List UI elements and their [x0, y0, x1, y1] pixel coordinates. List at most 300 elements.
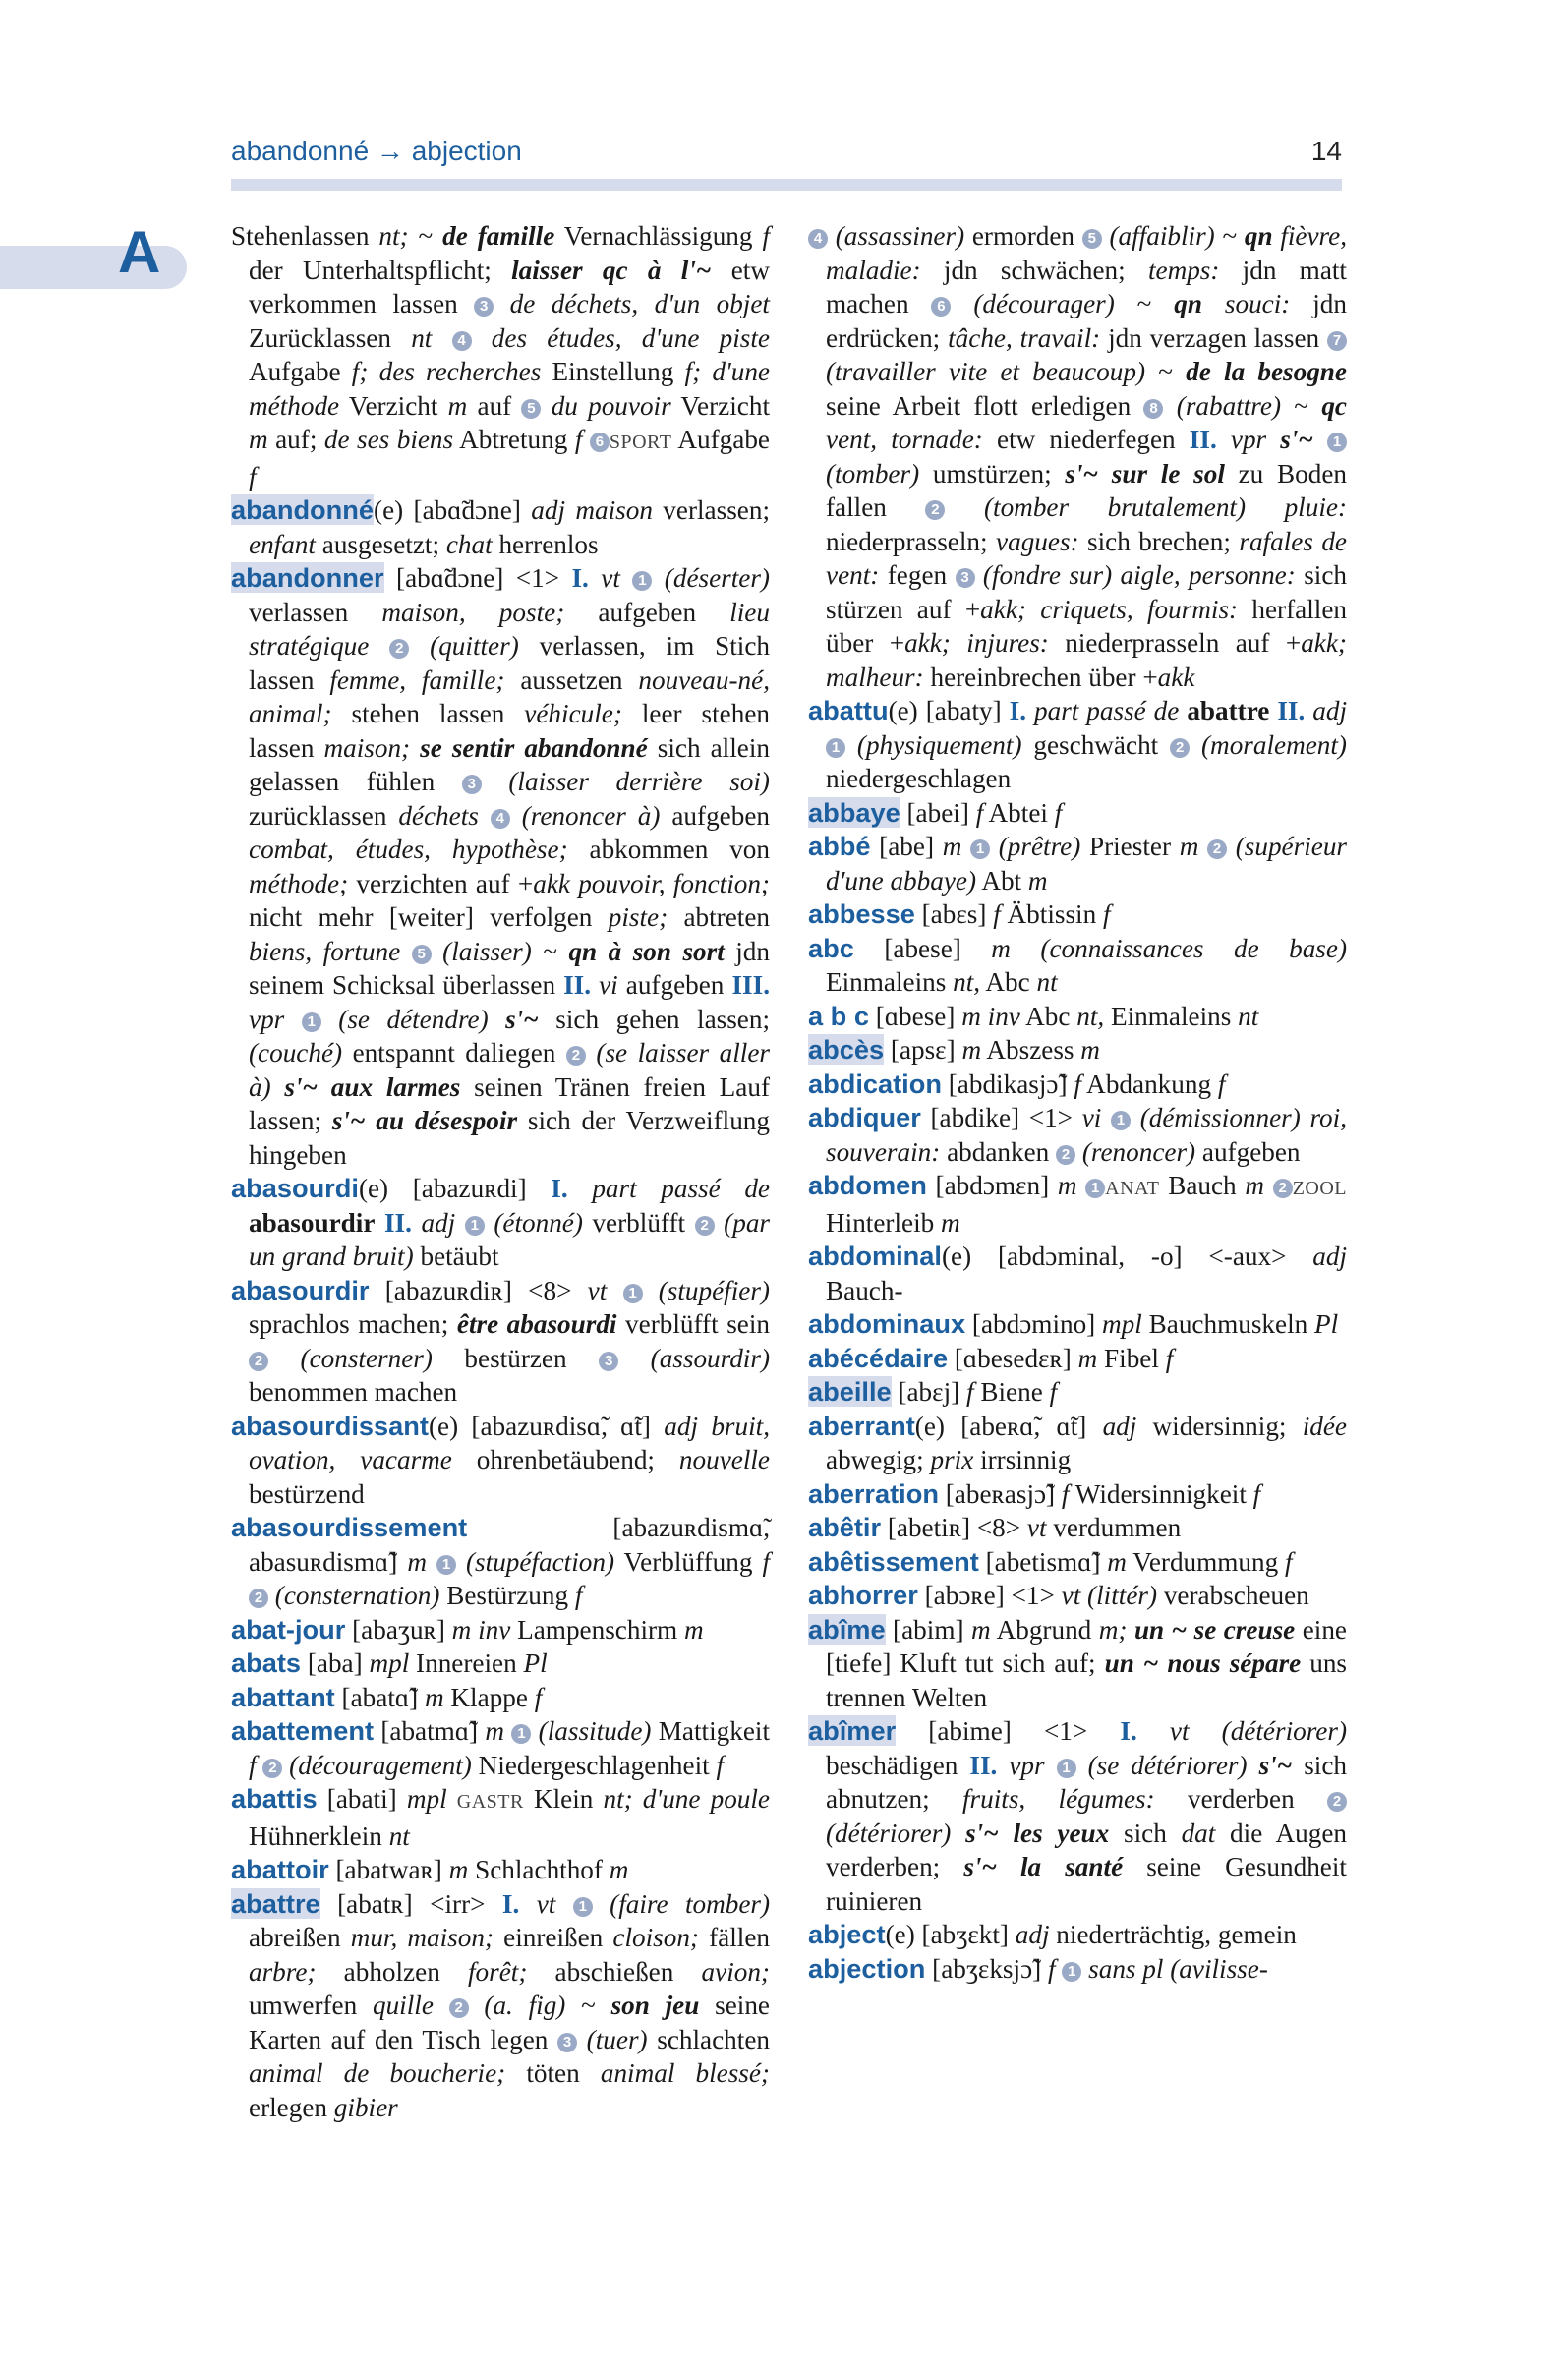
entry-text: seinen Tränen freien Lauf lassen; — [249, 1071, 771, 1135]
italic-text: (moralement) — [1190, 729, 1347, 760]
entry-text: Abdankung — [1080, 1069, 1218, 1099]
dictionary-entry — [231, 1274, 770, 1410]
entry-text: töten — [505, 2058, 601, 2088]
headword: abattis — [231, 1783, 318, 1814]
dictionary-entry — [231, 1410, 770, 1512]
italic-text: combat, études, hypothèse; — [249, 835, 568, 864]
italic-text: m — [684, 1614, 704, 1645]
italic-text: f — [1074, 1069, 1081, 1099]
roman-numeral: II. — [1277, 696, 1306, 725]
dictionary-entry — [808, 1952, 1347, 1987]
headword: abats — [231, 1647, 302, 1678]
entry-text: Fibel — [1097, 1343, 1166, 1373]
sense-number-badge: 7 — [1327, 331, 1347, 351]
italic-text: mpl — [406, 1784, 447, 1814]
entry-text: verabscheuen — [1157, 1581, 1309, 1610]
entry-text — [369, 631, 389, 661]
italic-text: (tuer) — [577, 2024, 648, 2054]
italic-text: mpl — [369, 1648, 410, 1678]
italic-text: nt, — [953, 967, 981, 997]
entry-text: Abtretung — [453, 425, 575, 454]
entry-text — [951, 1819, 965, 1848]
entry-text: etw niederfegen — [982, 425, 1190, 454]
italic-text: akk pouvoir, fonction; — [533, 868, 770, 898]
sense-number-badge: 6 — [590, 433, 610, 452]
entry-text: abtreten — [668, 902, 770, 932]
example-phrase: s'~ — [1280, 425, 1313, 454]
headword: abdominal — [808, 1241, 942, 1271]
entry-text: seine Gesundheit ruinieren — [826, 1852, 1347, 1916]
italic-text: f — [762, 221, 770, 251]
dictionary-entry — [808, 1307, 1347, 1342]
italic-text: m — [447, 390, 468, 421]
entry-text: abkommen von — [567, 835, 770, 864]
italic-text: f — [1165, 1343, 1174, 1373]
italic-text: f — [762, 1546, 770, 1577]
entry-text: [abatwaʀ] — [328, 1855, 449, 1884]
entry-text — [434, 1991, 449, 2020]
entry-text: Aufgabe — [249, 357, 352, 386]
entry-text: verlassen — [249, 597, 382, 627]
roman-numeral: II. — [1189, 425, 1217, 454]
italic-text: nt, — [1076, 1001, 1105, 1031]
entry-text: Abt — [976, 865, 1028, 896]
entry-text: verlassen, im Stich lassen — [249, 631, 771, 695]
italic-text: forêt; — [467, 1956, 528, 1987]
entry-text — [1266, 425, 1280, 454]
entry-text — [1127, 1615, 1133, 1645]
entry-text: verderben — [1154, 1784, 1327, 1814]
entry-text: verblüfft — [582, 1207, 695, 1238]
headword: abject — [808, 1919, 886, 1949]
entry-text: Biene — [973, 1377, 1050, 1407]
italic-text: (consterner) — [268, 1343, 433, 1373]
italic-text: adj maison — [531, 495, 653, 525]
example-phrase: de famille — [442, 221, 555, 251]
entry-text: abreißen — [249, 1923, 351, 1952]
entry-text — [607, 1276, 622, 1305]
italic-text: vi — [1081, 1103, 1102, 1132]
italic-text: m — [961, 1035, 982, 1065]
italic-text: (assourdir) — [618, 1343, 770, 1373]
entry-text — [620, 563, 632, 593]
entry-text: beschädigen — [826, 1750, 970, 1780]
italic-text: m — [942, 832, 962, 861]
entry-text: Aufgabe — [671, 425, 770, 454]
entry-text: etw verkommen lassen — [249, 255, 770, 318]
sense-number-badge: 1 — [1057, 1759, 1076, 1778]
example-phrase: s'~ la santé — [963, 1852, 1124, 1881]
italic-text: vagues: — [996, 526, 1079, 556]
entry-text: [abɛs] — [914, 899, 994, 929]
dictionary-entry — [808, 1613, 1347, 1715]
bold-text: abasourdir — [249, 1207, 376, 1238]
italic-text: adj bruit, ovation, vacarme — [249, 1411, 770, 1474]
entry-text: Verdummung — [1126, 1546, 1286, 1577]
headword: abattoir — [231, 1854, 329, 1884]
entry-text: Innereien — [409, 1648, 524, 1678]
italic-text: vt — [536, 1888, 556, 1919]
example-phrase: son jeu — [610, 1991, 700, 2020]
italic-text: (couché) — [249, 1038, 343, 1068]
entry-text: herfallen über + — [826, 594, 1348, 658]
italic-text: nt — [1238, 1001, 1259, 1031]
italic-text: vt (littér) — [1061, 1581, 1158, 1610]
roman-numeral: II. — [383, 1207, 412, 1238]
entry-text: verblüfft sein — [616, 1309, 771, 1339]
left-column — [231, 219, 770, 2124]
headword: abdiquer — [808, 1102, 921, 1132]
sense-number-badge: 5 — [1082, 229, 1102, 249]
dictionary-entry — [808, 1918, 1347, 1952]
example-phrase: s'~ — [505, 1004, 539, 1034]
headword: abbé — [808, 831, 871, 861]
entry-text: niedergeschlagen — [826, 764, 1012, 793]
entry-text: Mattigkeit — [651, 1716, 771, 1746]
sense-number-badge: 2 — [925, 500, 945, 520]
italic-text: méthode; — [249, 868, 349, 898]
sense-number-badge: 4 — [452, 331, 472, 351]
entry-text: (e) [abɑ̃dɔne] — [374, 495, 532, 525]
italic-text: (se laisser aller à) — [249, 1038, 770, 1102]
dictionary-entry — [808, 1410, 1347, 1477]
entry-text: (e) [abdɔminal, -o] <-aux> — [941, 1242, 1313, 1271]
example-phrase: s'~ au désespoir — [331, 1106, 518, 1135]
italic-text: quille — [372, 1991, 434, 2020]
italic-text: (a. fig) — [468, 1991, 566, 2020]
dictionary-entry — [808, 1511, 1347, 1545]
italic-text: m — [1245, 1171, 1264, 1200]
sense-number-badge: 1 — [1111, 1111, 1131, 1130]
italic-text: adj — [421, 1207, 456, 1238]
headword: abdomen — [808, 1170, 927, 1200]
entry-text: aufgeben — [564, 597, 730, 627]
italic-text: m inv — [451, 1614, 511, 1645]
italic-text: m — [448, 1855, 469, 1884]
entry-text: sich — [1109, 1818, 1182, 1848]
sense-number-badge: 2 — [1170, 738, 1190, 758]
sense-number-badge: 5 — [521, 399, 541, 419]
entry-text — [271, 1072, 285, 1102]
entry-text: fegen — [879, 560, 956, 590]
entry-text: Hühnerklein — [249, 1820, 389, 1851]
dictionary-entry — [231, 1681, 770, 1715]
entry-text: (e) [abʒɛkt] — [885, 1920, 1016, 1949]
entry-text: Verblüffung — [614, 1546, 763, 1577]
dictionary-entry — [808, 1477, 1347, 1512]
italic-text: f — [716, 1750, 725, 1780]
entry-text — [400, 937, 411, 966]
entry-text: niederprasseln; — [826, 526, 997, 556]
italic-text: m — [424, 1682, 444, 1712]
entry-text: abdanken — [940, 1136, 1057, 1167]
headword: abcès — [808, 1034, 885, 1065]
entry-text: sich stürzen auf + — [826, 560, 1348, 624]
headword: abattant — [231, 1681, 335, 1712]
entry-text: Bestürzung — [439, 1581, 575, 1610]
example-phrase: se sentir abandonné — [420, 732, 648, 763]
italic-text: f — [574, 1581, 583, 1610]
italic-text: véhicule; — [524, 699, 622, 728]
entry-text: [abʒɛksjɔ̃] — [925, 1953, 1048, 1984]
domain-label: ANAT — [1105, 1178, 1160, 1199]
entry-text — [1264, 1171, 1273, 1200]
entry-text: [abe] — [870, 832, 943, 861]
italic-text: m — [1027, 865, 1048, 896]
italic-text: (supérieur d'une abbaye) — [826, 832, 1348, 896]
italic-text: arbre; — [249, 1956, 317, 1987]
entry-text: niederprasseln auf + — [1048, 628, 1302, 658]
italic-text: (prêtre) — [990, 832, 1081, 861]
entry-text: schlachten — [647, 2024, 770, 2054]
roman-numeral: I. — [1120, 1716, 1137, 1746]
entry-text: [abazuʀdiʀ] <8> — [369, 1275, 588, 1305]
entry-text: betäubt — [413, 1242, 499, 1271]
entry-text: [abeʀasjɔ̃] — [938, 1478, 1062, 1509]
sense-number-badge: 2 — [249, 1589, 268, 1608]
dictionary-entry — [808, 1000, 1347, 1034]
italic-text: vt — [587, 1275, 608, 1305]
entry-text: stehen lassen — [331, 699, 525, 728]
dictionary-entry — [231, 1647, 770, 1681]
entry-text: sich gehen lassen; — [538, 1004, 771, 1034]
entry-text: [abdɔmino] — [965, 1309, 1103, 1339]
entry-text: niederträchtig, gemein — [1049, 1920, 1297, 1949]
domain-label: ZOOL — [1292, 1178, 1348, 1199]
headword: abattre — [231, 1887, 320, 1919]
dictionary-entry — [808, 1033, 1347, 1068]
dictionary-entry — [808, 1375, 1347, 1410]
italic-text: avion; — [701, 1956, 770, 1987]
sense-number-badge: 2 — [1056, 1145, 1075, 1165]
entry-text: Abtei — [983, 797, 1055, 828]
italic-text: m (connaissances de base) — [991, 933, 1348, 963]
entry-text: jdn verzagen lassen — [1100, 322, 1327, 353]
entry-text — [1026, 696, 1034, 725]
entry-text: [abatʀ] <irr> — [319, 1888, 502, 1919]
entry-text: ~ — [565, 1991, 611, 2020]
headword: abasourdir — [231, 1274, 370, 1305]
italic-text: gibier — [333, 2092, 398, 2122]
example-phrase: un ~ nous sépare — [1104, 1648, 1302, 1678]
italic-text: (physiquement) — [845, 729, 1022, 760]
example-phrase: de la besogne — [1186, 357, 1347, 386]
italic-text: (faire tomber) — [592, 1888, 771, 1919]
right-column — [808, 219, 1347, 1986]
italic-text: f — [249, 461, 257, 491]
dictionary-entry — [808, 830, 1347, 897]
entry-text: abholzen — [316, 1956, 468, 1987]
sense-number-badge: 1 — [1327, 433, 1347, 452]
headword: a b c — [808, 1000, 869, 1031]
entry-text — [589, 563, 601, 593]
entry-text: sich allein gelassen fühlen — [249, 732, 771, 796]
example-phrase: qn — [1174, 289, 1202, 318]
dictionary-entry — [231, 493, 770, 561]
entry-text: Niedergeschlagenheit — [471, 1750, 717, 1780]
sense-number-badge: 2 — [262, 1759, 282, 1778]
italic-text: (renoncer) — [1075, 1136, 1196, 1167]
domain-label: GASTR — [456, 1791, 524, 1813]
domain-label: SPORT — [609, 432, 672, 453]
sense-number-badge: 1 — [436, 1555, 456, 1575]
entry-text: eine [tiefe] Kluft tut sich auf; — [826, 1614, 1347, 1678]
entry-text: verlassen; — [652, 495, 771, 525]
italic-text: f — [1217, 1069, 1226, 1099]
entry-text — [1101, 1103, 1111, 1132]
italic-text: vpr — [1009, 1750, 1045, 1780]
entry-text: [abazuʀdismɑ̃, abasuʀdismɑ̃] — [249, 1513, 770, 1577]
example-phrase: qn à son sort — [568, 936, 725, 966]
headword: abandonner — [231, 562, 384, 593]
italic-text: déchets — [398, 800, 479, 831]
italic-text: (renoncer à) — [509, 800, 661, 831]
italic-text: m — [407, 1546, 427, 1577]
headword: abattu — [808, 695, 889, 725]
dictionary-entry — [808, 1342, 1347, 1376]
headword: abîme — [808, 1613, 886, 1645]
headword: abc — [808, 932, 854, 963]
italic-text: m — [1107, 1546, 1127, 1577]
headword: abasourdissant — [231, 1410, 429, 1441]
sense-number-badge: 2 — [449, 1998, 469, 2018]
italic-text: f — [1047, 1953, 1056, 1984]
entry-text: erlegen — [249, 2092, 334, 2122]
dictionary-entry — [808, 1545, 1347, 1580]
italic-text: m — [1057, 1171, 1077, 1200]
entry-text — [257, 1751, 263, 1780]
italic-text: sans pl (avilisse- — [1081, 1953, 1268, 1984]
entry-text: Klein — [523, 1784, 604, 1814]
italic-text: (travailler vite et beaucoup) — [826, 357, 1145, 386]
dictionary-entry — [231, 1714, 770, 1782]
entry-text: [abatmɑ̃] — [374, 1716, 486, 1746]
italic-text: (consternation) — [268, 1581, 440, 1610]
entry-text — [568, 1174, 593, 1203]
sense-number-badge: 1 — [826, 738, 845, 758]
dictionary-entry — [231, 1613, 770, 1647]
italic-text: (se détendre) — [320, 1004, 489, 1034]
dictionary-entry — [231, 1782, 770, 1853]
entry-text: Abc — [980, 967, 1037, 997]
example-phrase: qc — [1321, 390, 1347, 421]
italic-text: m; — [1098, 1614, 1128, 1645]
sense-number-badge: 4 — [491, 809, 510, 829]
entry-text: [abdikasjɔ̃] — [941, 1069, 1074, 1099]
italic-text: (stupéfier) — [642, 1275, 770, 1305]
dictionary-entry — [808, 1714, 1347, 1918]
entry-text: [abɛj] — [891, 1377, 966, 1407]
entry-text: [abati] — [317, 1784, 407, 1814]
italic-text: nt — [388, 1820, 410, 1851]
entry-text: bestürzend — [249, 1478, 365, 1509]
dictionary-entry — [808, 1101, 1347, 1169]
example-phrase: laisser qc à l'~ — [511, 255, 712, 285]
italic-text: m — [971, 1614, 991, 1645]
italic-text: f — [1252, 1478, 1261, 1509]
sense-number-badge: 1 — [632, 571, 652, 591]
italic-text: adj — [1015, 1920, 1050, 1949]
entry-text: ~ — [1145, 357, 1187, 386]
entry-text: ~ — [1281, 390, 1322, 421]
entry-text — [555, 1889, 572, 1919]
entry-text — [582, 425, 589, 454]
headword: abîmer — [808, 1715, 897, 1746]
entry-text: irrsinnig — [973, 1445, 1072, 1474]
roman-numeral: I. — [571, 563, 589, 593]
entry-text — [432, 323, 451, 353]
headword: abandonné — [231, 494, 375, 525]
entry-text: ohrenbetäubend; — [451, 1445, 679, 1474]
entry-text — [1137, 1716, 1170, 1746]
entry-text: [abim] — [885, 1614, 971, 1645]
entry-text: verdummen — [1046, 1513, 1182, 1542]
italic-text: animal blessé; — [600, 2058, 770, 2088]
italic-text: (quitter) — [409, 631, 519, 661]
italic-text: femme, famille; — [329, 664, 505, 695]
entry-text: leer stehen lassen — [249, 699, 770, 763]
italic-text: nt; d'une poule — [603, 1784, 770, 1814]
italic-text: f — [1049, 1377, 1058, 1407]
example-phrase: s'~ — [1258, 1750, 1293, 1780]
italic-text: mur, maison; — [350, 1923, 494, 1952]
entry-text: (e) [abeʀɑ̃, ɑ̃t] — [914, 1411, 1103, 1441]
entry-text: (e) [abazuʀdi] — [358, 1174, 552, 1203]
entry-text — [284, 1005, 302, 1034]
italic-text: temps: — [1147, 255, 1220, 285]
italic-text: akk; injures: — [904, 628, 1049, 658]
entry-text: jdn matt machen — [826, 255, 1347, 318]
entry-text — [1202, 289, 1225, 318]
italic-text: m — [1077, 1343, 1098, 1373]
italic-text: akk — [1157, 662, 1195, 692]
dictionary-entry — [808, 1240, 1347, 1307]
entry-text: abwegig; — [826, 1445, 931, 1474]
italic-text: souci: — [1224, 289, 1291, 318]
entry-text: Hinterleib — [826, 1207, 942, 1238]
entry-text: Lampenschirm — [510, 1614, 684, 1645]
entry-text: bestürzen — [432, 1343, 600, 1373]
entry-text: die Augen verderben; — [826, 1818, 1347, 1881]
entry-text: Zurücklassen — [249, 322, 412, 353]
entry-text: zu Boden fallen — [826, 458, 1347, 522]
italic-text: lieu stratégique — [249, 597, 770, 661]
italic-text: m inv — [961, 1001, 1020, 1031]
italic-text: fruits, légumes: — [962, 1784, 1155, 1814]
sense-number-badge: 2 — [1327, 1792, 1347, 1812]
entry-text: Abszess — [981, 1035, 1081, 1065]
letter-tab: A — [118, 219, 161, 285]
example-phrase: s'~ aux larmes — [284, 1071, 461, 1102]
entry-text: [ɑbesedɛʀ] — [948, 1343, 1078, 1373]
italic-text: f — [534, 1682, 543, 1712]
dictionary-entry — [808, 1169, 1347, 1240]
italic-text: m — [609, 1855, 629, 1884]
entry-text: Abgrund — [990, 1614, 1099, 1645]
italic-text: du pouvoir — [541, 390, 671, 421]
sense-number-badge: 3 — [956, 568, 975, 588]
entry-text: ausgesetzt; — [315, 529, 446, 559]
entry-text: sich brechen; — [1078, 526, 1240, 556]
italic-text: prix — [930, 1445, 974, 1474]
entry-text: ~ — [1114, 289, 1175, 318]
entry-text: aufgeben — [1195, 1136, 1301, 1167]
entry-text: hereinbrechen über + — [923, 662, 1158, 692]
roman-numeral: I. — [501, 1888, 520, 1919]
dictionary-entry — [808, 1068, 1347, 1102]
bold-text: abattre — [1187, 696, 1270, 725]
entry-text: fällen — [698, 1923, 770, 1952]
